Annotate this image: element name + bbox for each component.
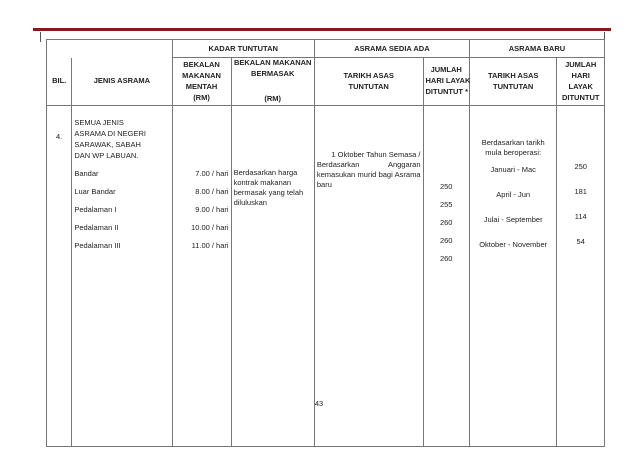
header-asrama-sedia-ada: ASRAMA SEDIA ADA (314, 40, 469, 58)
type-pedalaman-2: Pedalaman II (74, 223, 119, 232)
left-margin-line (40, 32, 41, 42)
header-tarikh-baru: TARIKH ASAS TUNTUTAN (469, 58, 557, 106)
header-kadar-tuntutan: KADAR TUNTUTAN (172, 40, 314, 58)
row-rates: 7.00 / hari 8.00 / hari 9.00 / hari 10.00 / hari 11.00 / hari (172, 106, 231, 447)
header-asrama-baru: ASRAMA BARU (469, 40, 604, 58)
header-bekalan-bermasak: BEKALAN MAKANAN BERMASAK (RM) (231, 58, 314, 106)
header-blank (47, 40, 173, 58)
row-baru-periods: Berdasarkan tarikh mula beroperasi: Januari - Mac April - Jun Julai - September Oktober - November (469, 106, 557, 447)
type-pedalaman-1: Pedalaman I (74, 205, 117, 214)
header-tarikh-sedia: TARIKH ASAS TUNTUTAN (314, 58, 423, 106)
row-baru-days: 250 181 114 54 (557, 106, 605, 447)
header-jenis-asrama: JENIS ASRAMA (72, 58, 172, 106)
row-jenis-asrama: SEMUA JENIS ASRAMA DI NEGERI SARAWAK, SABAH DAN WP LABUAN. Bandar Luar Bandar Pedalaman I Pedalaman II Pedalaman III (72, 106, 172, 447)
header-bil: BIL. (47, 58, 72, 106)
row-bermasak: Berdasarkan harga kontrak makanan bermasak yang telah diluluskan (231, 106, 314, 447)
header-jumlah-baru: JUMLAH HARI LAYAK DITUNTUT (557, 58, 605, 106)
type-luar-bandar: Luar Bandar (74, 187, 116, 196)
claims-table (46, 39, 605, 447)
header-rule (33, 28, 611, 31)
type-pedalaman-3: Pedalaman III (74, 241, 121, 250)
type-bandar: Bandar (74, 169, 99, 178)
row-sedia-days: 250 255 260 260 260 (423, 106, 469, 447)
header-jumlah-sedia: JUMLAH HARI LAYAK DITUNTUT * (423, 58, 469, 106)
row-bil: 4. (47, 106, 72, 447)
row-sedia-ada: 1 Oktober Tahun Semasa / Berdasarkan Anggaran kemasukan murid bagi Asrama baru (314, 106, 423, 447)
page-number: 43 (314, 399, 324, 408)
header-bekalan-mentah: BEKALAN MAKANAN MENTAH (RM) (172, 58, 231, 106)
